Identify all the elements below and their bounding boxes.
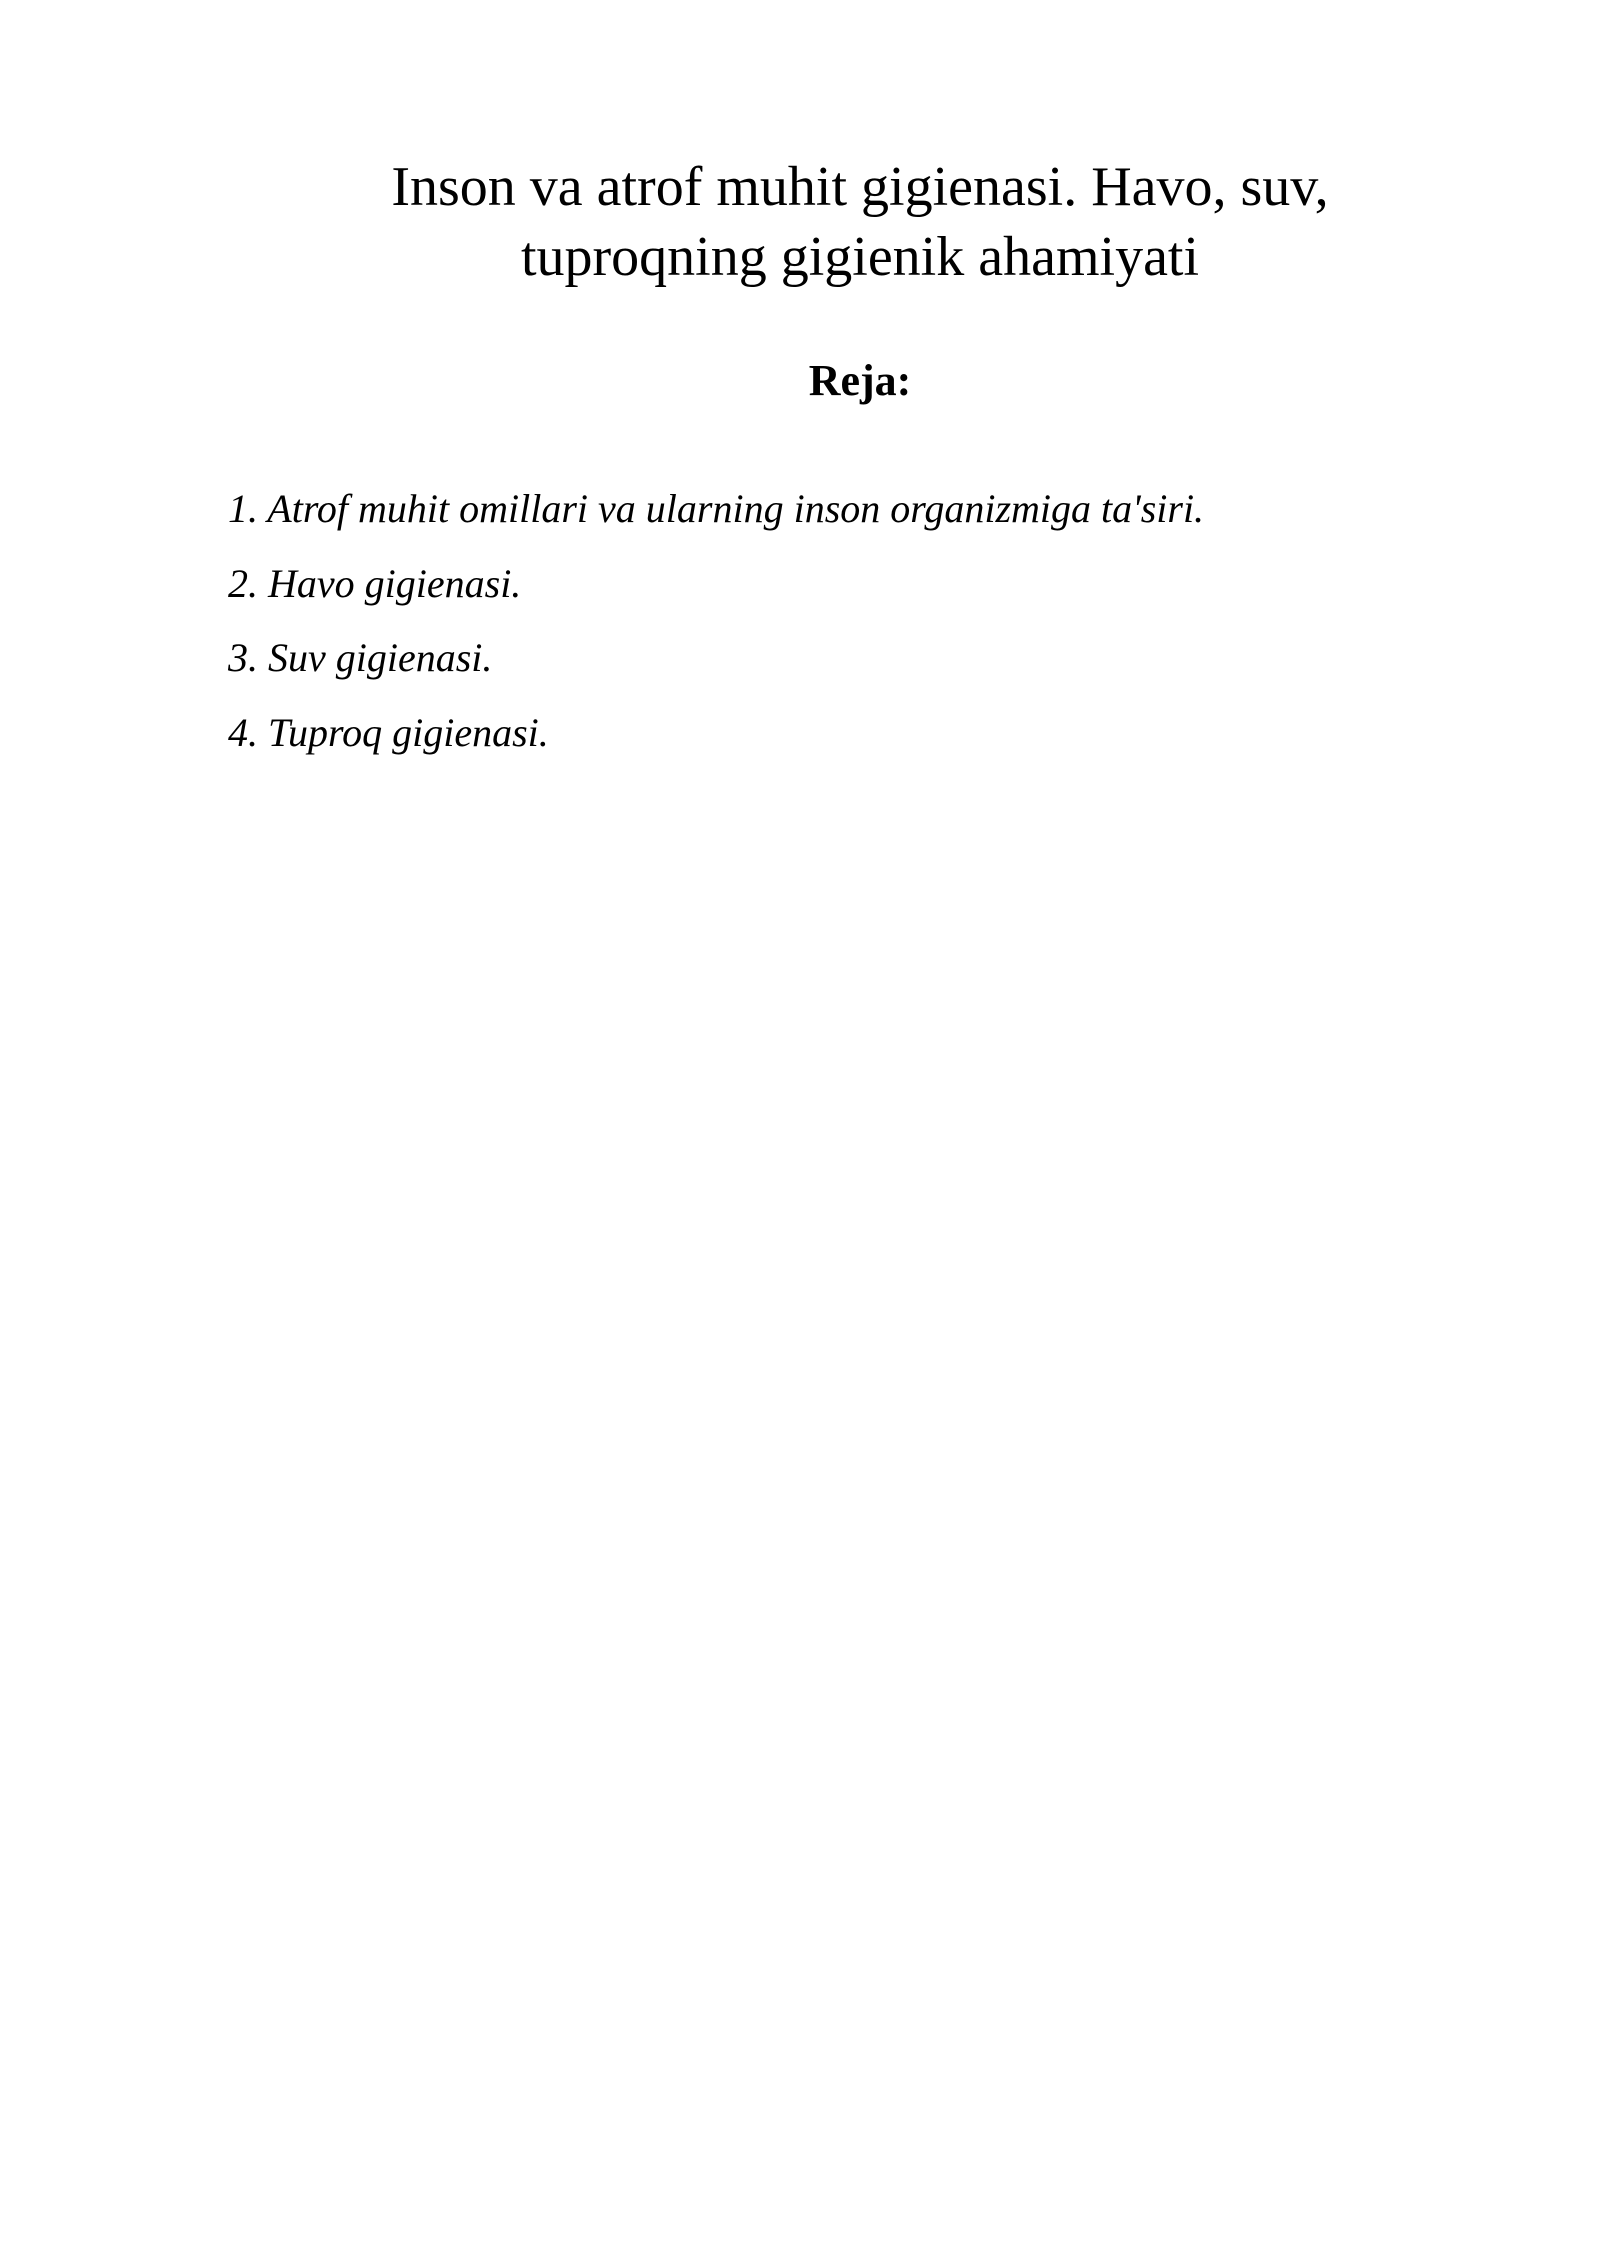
document-title-line-2: tuproqning gigienik ahamiyati bbox=[520, 226, 1200, 288]
plan-item-4: 4. Tuproq gigienasi. bbox=[228, 709, 549, 755]
document-title-line-1: Inson va atrof muhit gigienasi. Havo, suv, bbox=[391, 156, 1329, 218]
plan-item-1: 1. Atrof muhit omillari va ularning inson organizmiga ta'siri. bbox=[228, 486, 1205, 531]
plan-heading: Reja: bbox=[808, 356, 912, 405]
plan-item-2: 2. Havo gigienasi. bbox=[228, 560, 522, 606]
plan-item-3: 3. Suv gigienasi. bbox=[228, 635, 493, 680]
plan-list bbox=[228, 472, 1204, 770]
document-title bbox=[228, 152, 1492, 292]
